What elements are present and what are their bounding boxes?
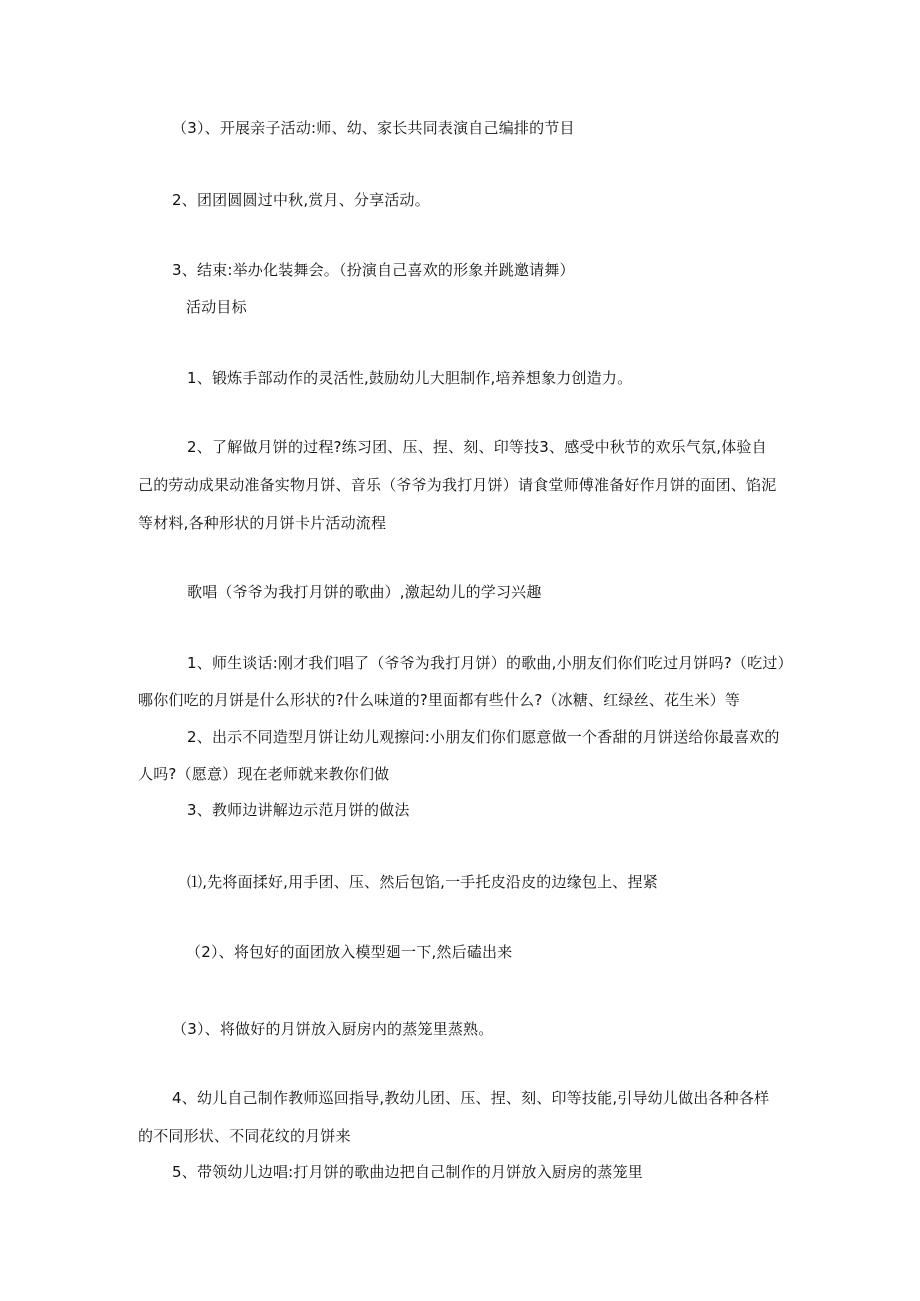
text-line-2: 2、团团圆圆过中秋,赏月、分享活动。 [172, 191, 430, 209]
text-line-3: 3、结束:举办化装舞会。（扮演自己喜欢的形象并跳邀请舞） [172, 261, 575, 279]
text-line-10: 1、师生谈话:刚才我们唱了（爷爷为我打月饼）的歌曲,小朋友们你们吃过月饼吗?（吃过） [187, 654, 793, 672]
text-line-6: 2、了解做月饼的过程?练习团、压、捏、刻、印等技3、感受中秋节的欢乐气氛,体验自 [187, 438, 767, 456]
text-line-18: 4、幼儿自己制作教师巡回指导,教幼儿团、压、捏、刻、印等技能,引导幼儿做出各种各样 [172, 1089, 770, 1107]
section-heading: 活动目标 [186, 298, 247, 316]
text-line-1: （3）、开展亲子活动:师、幼、家长共同表演自己编排的节目 [172, 119, 575, 137]
text-line-19: 的不同形状、不同花纹的月饼来 [138, 1127, 351, 1145]
text-line-12: 2、出示不同造型月饼让幼儿观擦问:小朋友们你们愿意做一个香甜的月饼送给你最喜欢的 [187, 728, 780, 746]
text-line-7: 己的劳动成果动准备实物月饼、音乐（爷爷为我打月饼）请食堂师傅准备好作月饼的面团、馅泥 [138, 476, 777, 494]
text-line-20: 5、带领幼儿边唱:打月饼的歌曲边把自己制作的月饼放入厨房的蒸笼里 [172, 1163, 644, 1181]
text-line-8: 等材料,各种形状的月饼卡片活动流程 [138, 514, 387, 532]
text-line-9: 歌唱（爷爷为我打月饼的歌曲）,激起幼儿的学习兴趣 [187, 583, 542, 601]
text-line-11: 哪你们吃的月饼是什么形状的?什么味道的?里面都有些什么?（冰糖、红绿丝、花生米）等 [138, 691, 741, 709]
text-line-5: 1、锻炼手部动作的灵活性,鼓励幼儿大胆制作,培养想象力创造力。 [187, 369, 633, 387]
text-line-16: （2）、将包好的面团放入模型廻一下,然后磕出来 [186, 943, 513, 961]
text-line-13: 人吗?（愿意）现在老师就来教你们做 [138, 765, 390, 783]
text-line-15: ⑴,先将面揉好,用手团、压、然后包馅,一手托皮沿皮的边缘包上、捏紧 [187, 873, 658, 891]
text-line-17: （3）、将做好的月饼放入厨房内的蒸笼里蒸熟。 [172, 1020, 494, 1038]
text-line-14: 3、教师边讲解边示范月饼的做法 [187, 801, 410, 819]
